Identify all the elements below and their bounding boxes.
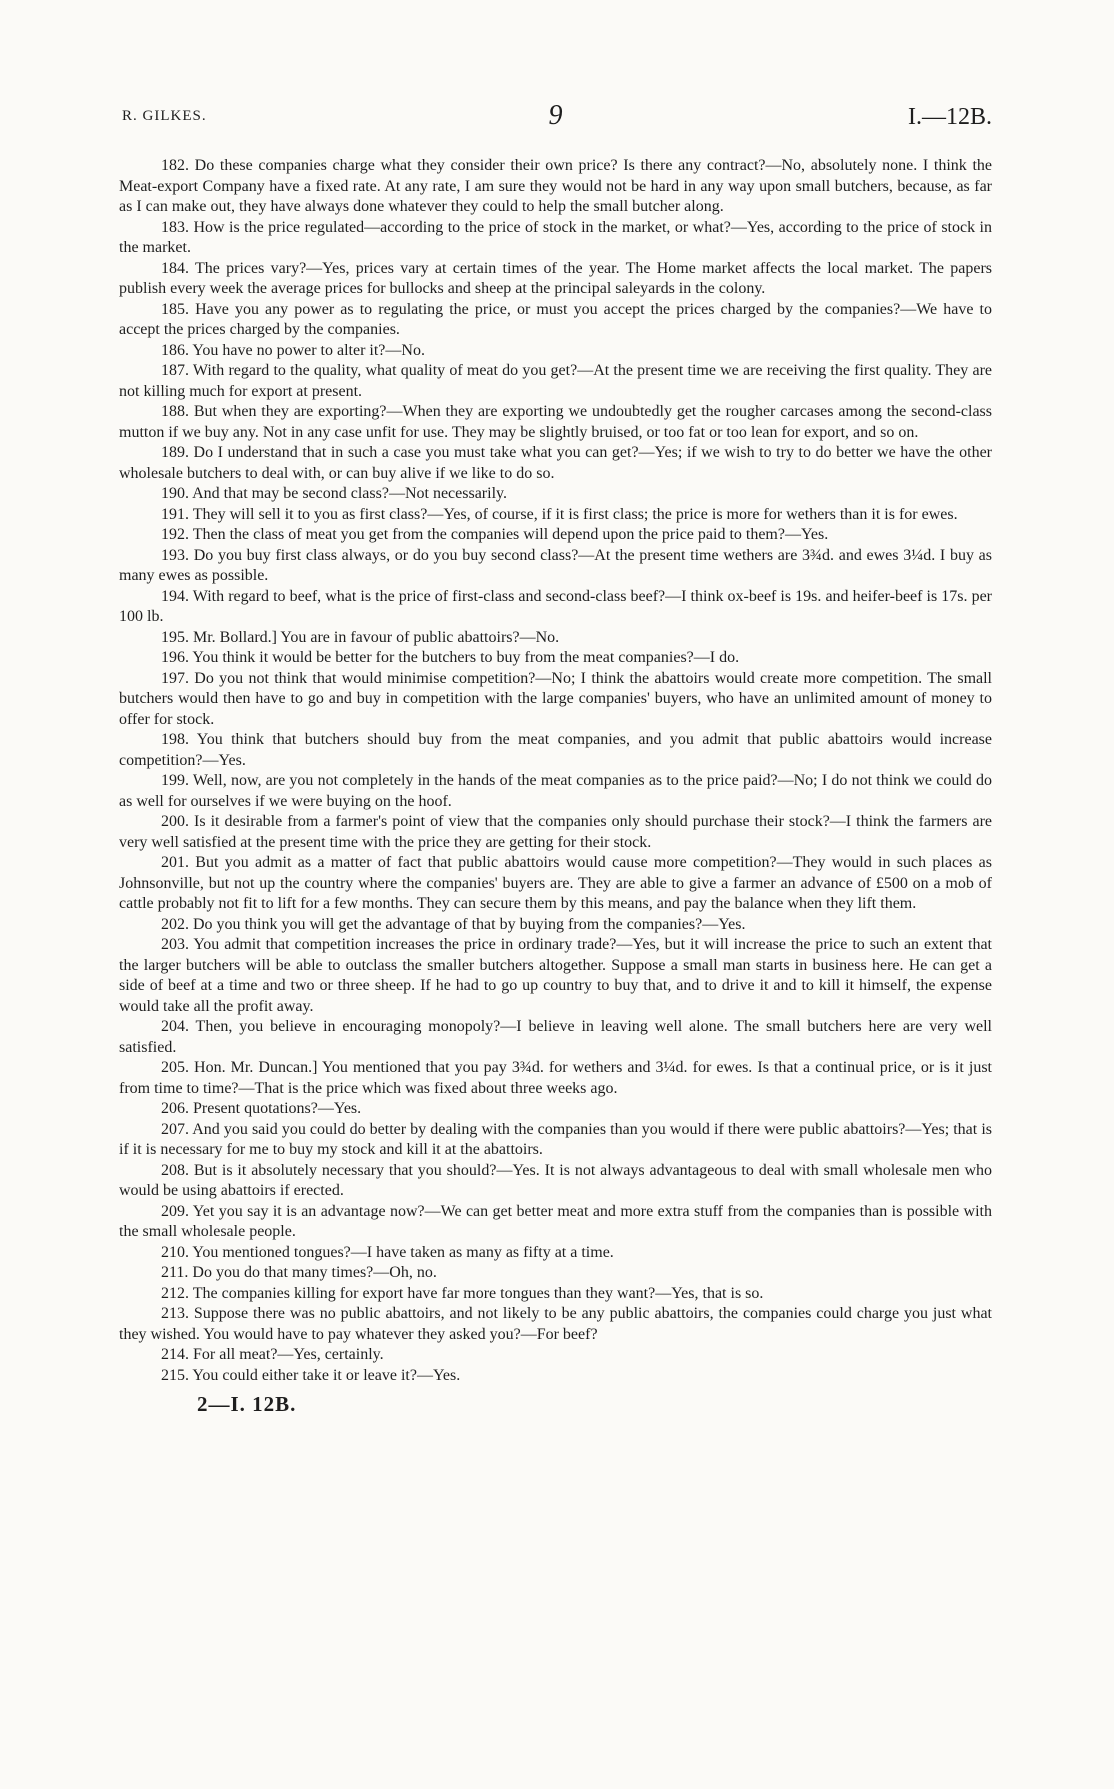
document-reference: I.—12B. [908, 104, 992, 130]
question-paragraph: 203. You admit that competition increases the price in ordinary trade?—Yes, but it will increase the price to such an extent that the larger butchers will be able to outclass the smaller butchers altogether. Suppose a small man starts in business here. He can get a side of beef at a time and two or three sheep. If he had to go up country to buy that, and to drive it and to kill it himself, the expense would take all the profit away. [119, 936, 992, 1015]
testimony-body [119, 156, 992, 1386]
question-paragraph: 195. Mr. Bollard.] You are in favour of public abattoirs?—No. [161, 628, 560, 646]
question-paragraph: 193. Do you buy first class always, or do you buy second class?—At the present time wethers are 3¾d. and ewes 3¼d. I buy as many ewes as possible. [119, 546, 992, 584]
page-number: 9 [548, 100, 563, 131]
question-paragraph: 205. Hon. Mr. Duncan.] You mentioned that you pay 3¾d. for wethers and 3¼d. for ewes. Is that a continual price, or is it just from time to time?—That is the price which was fixed about three weeks ago. [119, 1059, 992, 1097]
question-paragraph: 196. You think it would be better for the butchers to buy from the meat companies?—I do. [161, 649, 740, 666]
question-paragraph: 215. You could either take it or leave it?—Yes. [161, 1366, 461, 1384]
question-paragraph: 208. But is it absolutely necessary that you should?—Yes. It is not always advantageous to deal with small wholesale men who would be using abattoirs if erected. [119, 1161, 992, 1199]
question-paragraph: 187. With regard to the quality, what quality of meat do you get?—At the present time we are receiving the first quality. They are not killing much for export at present. [119, 362, 992, 400]
question-paragraph: 210. You mentioned tongues?—I have taken as many as fifty at a time. [161, 1243, 614, 1261]
question-paragraph: 200. Is it desirable from a farmer's point of view that the companies only should purchase their stock?—I think the farmers are very well satisfied at the present time with the price they are getting for their stock. [119, 813, 992, 851]
question-paragraph: 189. Do I understand that in such a case you must take what you can get?—Yes; if we wish to try to do better we have the other wholesale butchers to deal with, or can buy alive if we like to do so. [119, 444, 992, 482]
question-paragraph: 188. But when they are exporting?—When they are exporting we undoubtedly get the rougher carcases among the second-class mutton if we buy any. Not in any case unfit for use. They may be slightly bruised, or too fat or too lean for export, and so on. [119, 403, 992, 441]
question-paragraph: 184. The prices vary?—Yes, prices vary at certain times of the year. The Home market affects the local market. The papers publish every week the average prices for bullocks and sheep at the principal saleyards in the colony. [119, 259, 992, 297]
question-paragraph: 198. You think that butchers should buy from the meat companies, and you admit that public abattoirs would increase competition?—Yes. [119, 731, 992, 769]
question-paragraph: 204. Then, you believe in encouraging monopoly?—I believe in leaving well alone. The small butchers here are very well satisfied. [119, 1018, 992, 1056]
question-paragraph: 212. The companies killing for export have far more tongues than they want?—Yes, that is so. [161, 1284, 764, 1302]
question-paragraph: 183. How is the price regulated—according to the price of stock in the market, or what?—Yes, according to the price of stock in the market. [119, 218, 992, 256]
printer-signature: 2—I. 12B. [197, 1392, 297, 1416]
question-paragraph: 211. Do you do that many times?—Oh, no. [161, 1264, 437, 1281]
question-paragraph: 207. And you said you could do better by dealing with the companies than you would if there were public abattoirs?—Yes; that is if it is necessary for me to buy my stock and kill it at the abattoirs. [119, 1120, 992, 1158]
question-paragraph: 199. Well, now, are you not completely in the hands of the meat companies as to the price paid?—No; I do not think we could do as well for ourselves if we were buying on the hoof. [119, 772, 992, 810]
question-paragraph: 197. Do you not think that would minimise competition?—No; I think the abattoirs would create more competition. The small butchers would then have to go and buy in competition with the large companies' buyers, who have an unlimited amount of money to offer for stock. [119, 669, 992, 728]
question-paragraph: 209. Yet you say it is an advantage now?—We can get better meat and more extra stuff from the companies than is possible with the small wholesale people. [119, 1202, 992, 1240]
question-paragraph: 185. Have you any power as to regulating the price, or must you accept the prices charged by the companies?—We have to accept the prices charged by the companies. [119, 300, 992, 338]
question-paragraph: 182. Do these companies charge what they consider their own price? Is there any contract?—No, absolutely none. I think the Meat-export Company have a fixed rate. At any rate, I am sure they would not be hard in any way upon small butchers, because, as far as I can make out, they have always done whatever they could to help the small butcher along. [119, 157, 992, 215]
witness-name: R. GILKES. [122, 108, 207, 124]
question-paragraph: 192. Then the class of meat you get from the companies will depend upon the price paid to them?—Yes. [161, 526, 829, 543]
question-paragraph: 201. But you admit as a matter of fact that public abattoirs would cause more competition?—They would in such places as Johnsonville, but not up the country where the companies' buyers are. They are able to give a farmer an advance of £500 on a mob of cattle probably not fit to lift for a few months. They can secure them by this means, and pay the balance when they lift them. [119, 854, 992, 912]
question-paragraph: 186. You have no power to alter it?—No. [161, 341, 425, 359]
question-paragraph: 213. Suppose there was no public abattoirs, and not likely to be any public abattoirs, the companies could charge you just what they wished. You would have to pay whatever they asked you?—For beef? [119, 1305, 992, 1343]
question-paragraph: 206. Present quotations?—Yes. [161, 1100, 362, 1117]
question-paragraph: 194. With regard to beef, what is the price of first-class and second-class beef?—I think ox-beef is 19s. and heifer-beef is 17s. per 100 lb. [119, 587, 992, 625]
page-header [119, 100, 992, 136]
question-paragraph: 202. Do you think you will get the advantage of that by buying from the companies?—Yes. [161, 915, 746, 933]
question-paragraph: 190. And that may be second class?—Not necessarily. [161, 485, 507, 502]
question-paragraph: 191. They will sell it to you as first class?—Yes, of course, if it is first class; the price is more for wethers than it is for ewes. [161, 505, 958, 523]
question-paragraph: 214. For all meat?—Yes, certainly. [161, 1346, 384, 1363]
